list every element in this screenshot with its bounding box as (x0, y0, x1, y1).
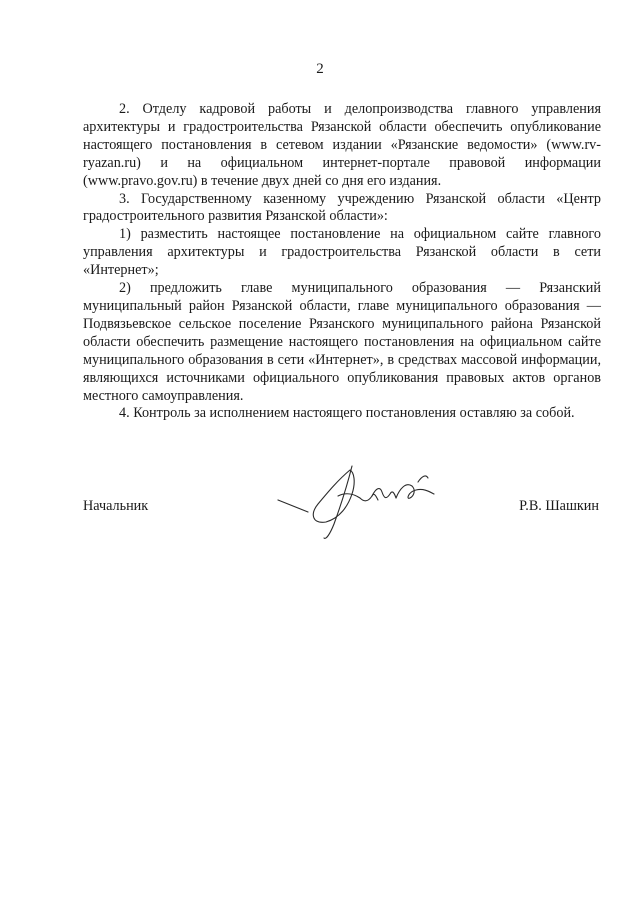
paragraph-item-3: 3. Государственному казенному учреждению Рязанской области «Центр градостроительного развития Рязанской области»: (83, 190, 601, 225)
signature-block (83, 498, 601, 518)
signer-name: Р.В. Шашкин (519, 498, 599, 514)
document-body (83, 101, 601, 423)
paragraph-item-3-1: 1) разместить настоящее постановление на официальном сайте главного управления архитектуры и градостроительства Рязанской области в сети «Интернет»; (83, 226, 601, 279)
paragraph-item-2: 2. Отделу кадровой работы и делопроизводства главного управления архитектуры и градостроительства Рязанской области обеспечить опубликование настоящего постановления в сетевом издании «Рязанские ведомости» (www.rv-ryazan.ru) и на официальном интернет-портале правовой информации (www.pravo.gov.ru) в течение двух дней со дня его издания. (83, 101, 601, 189)
signer-title: Начальник (83, 498, 149, 514)
page-number: 2 (316, 61, 324, 77)
paragraph-item-4: 4. Контроль за исполнением настоящего постановления оставляю за собой. (119, 405, 575, 422)
handwritten-signature (268, 452, 448, 542)
paragraph-item-3-2: 2) предложить главе муниципального образования — Рязанский муниципальный район Рязанской области, главе муниципального образования — Подвязьевское сельское поселение Рязанского муниципального района Рязанской области обеспечить размещение настоящего постановления на официальном сайте муниципального образования в сети «Интернет», в средствах массовой информации, являющихся источниками официального опубликования правовых актов органов местного самоуправления. (83, 280, 601, 404)
